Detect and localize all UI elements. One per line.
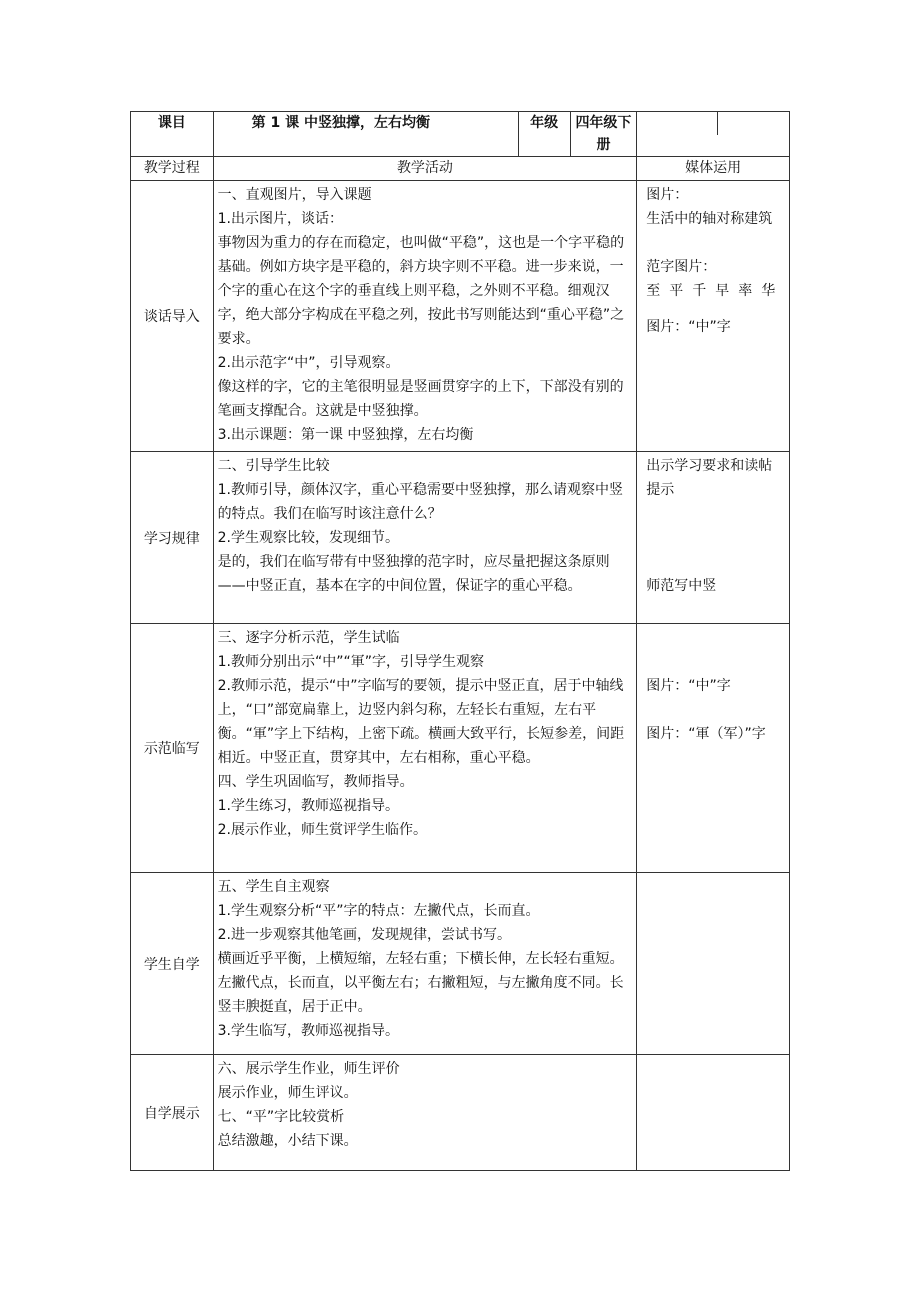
media-spacer — [646, 650, 785, 674]
media-line: 图片：“中”字 — [646, 319, 731, 335]
activity-line: 一、直观图片，导入课题 — [217, 187, 372, 203]
column-header-media: 媒体运用 — [637, 157, 790, 181]
activity-line: 七、“平”字比较赏析 — [217, 1109, 345, 1125]
grade-value: 四年级下册 — [575, 115, 632, 153]
activity-cell — [213, 873, 637, 1055]
media-line: 范字图片： — [646, 259, 717, 275]
activity-line: 五、学生自主观察 — [217, 879, 330, 895]
activity-cell — [213, 1055, 637, 1171]
media-cell — [637, 452, 790, 624]
column-header-row — [131, 157, 790, 181]
section-row — [131, 1055, 790, 1171]
stage-label: 学习规律 — [131, 452, 214, 624]
activity-line: 二、引导学生比较 — [217, 458, 330, 474]
media-cell — [637, 624, 790, 873]
column-header-process: 教学过程 — [131, 157, 214, 181]
media-line: 图片：“軍（军）”字 — [646, 726, 766, 742]
media-spacer — [646, 526, 785, 550]
activity-line: 横画近乎平衡，上横短缩，左轻右重；下横长伸，左长轻右重短。左撇代点，长而直，以平衡左右；右撇粗短，与左撇角度不同。长竖丰腴挺直，居于正中。 — [217, 951, 624, 1015]
activity-line: 1.学生练习，教师巡视指导。 — [217, 798, 399, 814]
activity-cell — [213, 181, 637, 452]
stage-label: 谈话导入 — [131, 181, 214, 452]
media-spacer — [646, 550, 785, 574]
media-cell — [637, 873, 790, 1055]
media-spacer — [646, 626, 785, 650]
activity-line: 2.出示范字“中”，引导观察。 — [217, 355, 400, 371]
lesson-plan-table — [130, 111, 790, 1171]
course-title: 第 1 课 中竖独撑，左右均衡 — [214, 112, 519, 156]
activity-cell — [213, 452, 637, 624]
activity-line: 是的，我们在临写带有中竖独撑的范字时，应尽量把握这条原则——中竖正直，基本在字的中间位置，保证字的重心平稳。 — [217, 554, 610, 594]
media-line: 师范写中竖 — [646, 578, 717, 594]
activity-line: 六、展示学生作业，师生评价 — [217, 1061, 400, 1077]
course-label: 课目 — [131, 112, 214, 157]
section-row — [131, 452, 790, 624]
header-row — [131, 112, 790, 157]
activity-line: 1.教师分别出示“中”“軍”字，引导学生观察 — [217, 654, 484, 670]
activity-line: 1.出示图片，谈话： — [217, 211, 343, 227]
media-cell — [637, 181, 790, 452]
activity-line: 展示作业，师生评议。 — [217, 1085, 358, 1101]
section-row — [131, 624, 790, 873]
media-line: 至平千早率华 — [646, 283, 785, 299]
activity-line: 四、学生巩固临写，教师指导。 — [217, 774, 414, 790]
grade-label: 年级 — [518, 112, 570, 156]
activity-line: 事物因为重力的存在而稳定，也叫做“平稳”，这也是一个字平稳的基础。例如方块字是平稳的，斜方块字则不平稳。进一步来说，一个字的重心在这个字的垂直线上则平稳，之外则不平稳。细观汉字，绝大部分字构成在平稳之列，按此书写则能达到“重心平稳”之要求。 — [217, 235, 625, 347]
activity-line: 总结激趣，小结下课。 — [217, 1133, 358, 1149]
activity-line: 2.展示作业，师生赏评学生临作。 — [217, 822, 427, 838]
activity-line: 3.学生临写，教师巡视指导。 — [217, 1023, 399, 1039]
section-row — [131, 873, 790, 1055]
header-empty-cell — [637, 112, 718, 135]
activity-cell — [213, 624, 637, 873]
activity-line: 1.教师引导，颜体汉字，重心平稳需要中竖独撑，那么请观察中竖的特点。我们在临写时该注意什么？ — [217, 482, 623, 522]
media-spacer — [646, 502, 785, 526]
media-line: 生活中的轴对称建筑 — [646, 211, 773, 227]
header-empty-cells — [637, 112, 789, 135]
media-spacer — [646, 231, 785, 255]
activity-line: 2.教师示范，提示“中”字临写的要领，提示中竖正直，居于中轴线上，“口”部宽扁靠上，边竖内斜匀称，左轻长右重短，左右平衡。“軍”字上下结构，上密下疏。横画大致平行，长短参差，间距相近。中竖正直，贯穿其中，左右相称，重心平稳。 — [217, 678, 625, 766]
section-row — [131, 181, 790, 452]
header-inner — [214, 112, 637, 156]
media-line: 图片：“中”字 — [646, 678, 731, 694]
activity-line: 像这样的字，它的主笔很明显是竖画贯穿字的上下，下部没有别的笔画支撑配合。这就是中竖独撑。 — [217, 379, 624, 419]
activity-line: 2.学生观察比较，发现细节。 — [217, 530, 399, 546]
media-cell — [637, 1055, 790, 1171]
media-spacer — [646, 698, 785, 722]
column-header-activity: 教学活动 — [213, 157, 637, 181]
stage-label: 示范临写 — [131, 624, 214, 873]
activity-line: 1.学生观察分析“平”字的特点：左撇代点，长而直。 — [217, 903, 540, 919]
activity-line: 2.进一步观察其他笔画，发现规律，尝试书写。 — [217, 927, 511, 943]
media-line: 出示学习要求和读帖提示 — [646, 458, 773, 498]
stage-label: 学生自学 — [131, 873, 214, 1055]
activity-line: 三、逐字分析示范，学生试临 — [217, 630, 400, 646]
header-empty-cell — [718, 112, 789, 135]
stage-label: 自学展示 — [131, 1055, 214, 1171]
media-line: 图片： — [646, 187, 689, 203]
activity-line: 3.出示课题：第一课 中竖独撑，左右均衡 — [217, 427, 474, 443]
